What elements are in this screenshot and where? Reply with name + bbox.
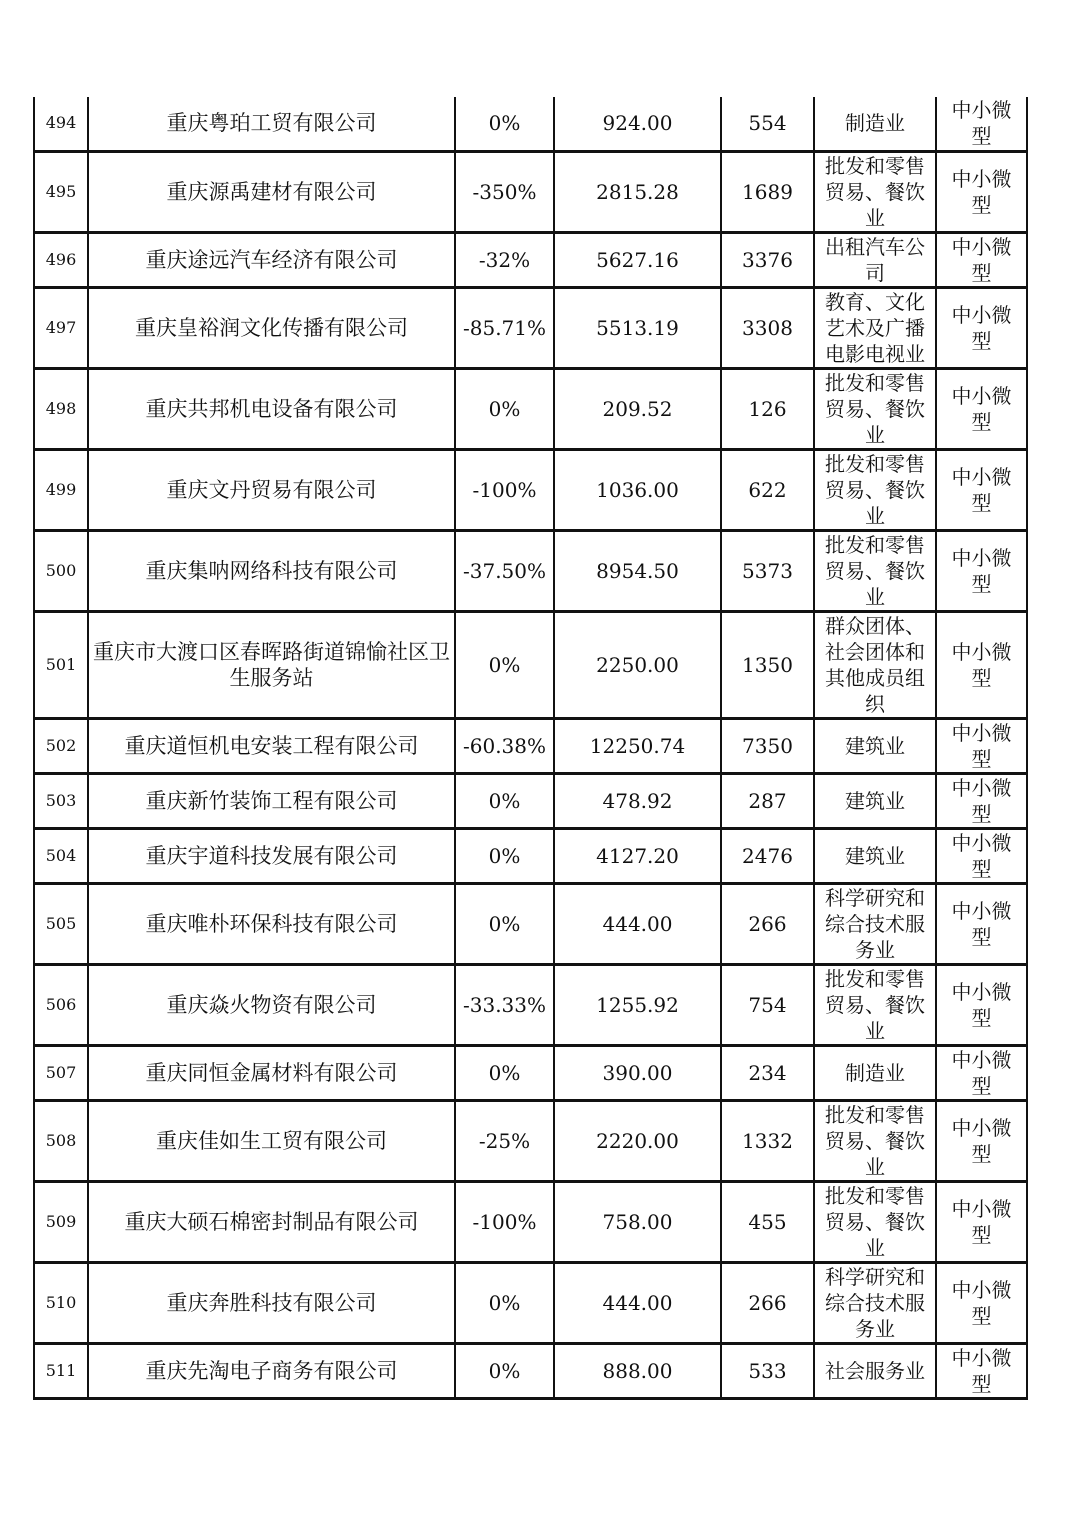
rate-cell: 0% (455, 1262, 554, 1343)
row-number: 503 (34, 773, 88, 828)
size-cell: 中小微型 (936, 883, 1027, 964)
amount-cell: 5513.19 (554, 287, 721, 368)
count-cell: 1689 (721, 151, 814, 232)
table-body (34, 97, 1027, 1398)
row-number: 510 (34, 1262, 88, 1343)
row-number: 498 (34, 368, 88, 449)
row-number: 501 (34, 611, 88, 718)
industry-cell: 建筑业 (814, 773, 936, 828)
size-cell: 中小微型 (936, 1262, 1027, 1343)
row-number: 495 (34, 151, 88, 232)
row-number: 502 (34, 718, 88, 773)
amount-cell: 924.00 (554, 97, 721, 151)
row-number: 500 (34, 530, 88, 611)
size-cell: 中小微型 (936, 287, 1027, 368)
amount-cell: 758.00 (554, 1181, 721, 1262)
size-cell: 中小微型 (936, 97, 1027, 151)
count-cell: 2476 (721, 828, 814, 883)
company-name: 重庆佳如生工贸有限公司 (88, 1100, 455, 1181)
count-cell: 3308 (721, 287, 814, 368)
rate-cell: 0% (455, 828, 554, 883)
size-cell: 中小微型 (936, 964, 1027, 1045)
rate-cell: -100% (455, 449, 554, 530)
size-cell: 中小微型 (936, 828, 1027, 883)
industry-cell: 批发和零售贸易、餐饮业 (814, 1181, 936, 1262)
row-number: 508 (34, 1100, 88, 1181)
count-cell: 126 (721, 368, 814, 449)
industry-cell: 批发和零售贸易、餐饮业 (814, 151, 936, 232)
company-name: 重庆市大渡口区春晖路街道锦愉社区卫生服务站 (88, 611, 455, 718)
rate-cell: -350% (455, 151, 554, 232)
enterprise-table (33, 97, 1028, 1400)
size-cell: 中小微型 (936, 368, 1027, 449)
amount-cell: 4127.20 (554, 828, 721, 883)
industry-cell: 批发和零售贸易、餐饮业 (814, 449, 936, 530)
table-row (34, 1262, 1027, 1343)
rate-cell: -25% (455, 1100, 554, 1181)
industry-cell: 科学研究和综合技术服务业 (814, 883, 936, 964)
rate-cell: 0% (455, 368, 554, 449)
table-row (34, 718, 1027, 773)
size-cell: 中小微型 (936, 449, 1027, 530)
row-number: 504 (34, 828, 88, 883)
table-row (34, 1181, 1027, 1262)
company-name: 重庆文丹贸易有限公司 (88, 449, 455, 530)
industry-cell: 群众团体、社会团体和其他成员组织 (814, 611, 936, 718)
rate-cell: 0% (455, 883, 554, 964)
table-row (34, 773, 1027, 828)
row-number: 499 (34, 449, 88, 530)
count-cell: 1350 (721, 611, 814, 718)
table-row (34, 449, 1027, 530)
company-name: 重庆宇道科技发展有限公司 (88, 828, 455, 883)
size-cell: 中小微型 (936, 1343, 1027, 1398)
company-name: 重庆集呐网络科技有限公司 (88, 530, 455, 611)
company-name: 重庆道恒机电安装工程有限公司 (88, 718, 455, 773)
count-cell: 234 (721, 1045, 814, 1100)
amount-cell: 888.00 (554, 1343, 721, 1398)
amount-cell: 1036.00 (554, 449, 721, 530)
count-cell: 622 (721, 449, 814, 530)
rate-cell: 0% (455, 1343, 554, 1398)
rate-cell: -85.71% (455, 287, 554, 368)
rate-cell: 0% (455, 773, 554, 828)
size-cell: 中小微型 (936, 151, 1027, 232)
size-cell: 中小微型 (936, 611, 1027, 718)
rate-cell: -60.38% (455, 718, 554, 773)
company-name: 重庆同恒金属材料有限公司 (88, 1045, 455, 1100)
amount-cell: 1255.92 (554, 964, 721, 1045)
amount-cell: 5627.16 (554, 232, 721, 287)
industry-cell: 科学研究和综合技术服务业 (814, 1262, 936, 1343)
count-cell: 1332 (721, 1100, 814, 1181)
amount-cell: 444.00 (554, 1262, 721, 1343)
size-cell: 中小微型 (936, 1181, 1027, 1262)
company-name: 重庆焱火物资有限公司 (88, 964, 455, 1045)
table-row (34, 611, 1027, 718)
amount-cell: 2250.00 (554, 611, 721, 718)
row-number: 497 (34, 287, 88, 368)
row-number: 496 (34, 232, 88, 287)
industry-cell: 建筑业 (814, 828, 936, 883)
row-number: 509 (34, 1181, 88, 1262)
table-row (34, 151, 1027, 232)
company-name: 重庆共邦机电设备有限公司 (88, 368, 455, 449)
count-cell: 754 (721, 964, 814, 1045)
rate-cell: -33.33% (455, 964, 554, 1045)
rate-cell: -37.50% (455, 530, 554, 611)
company-name: 重庆大硕石棉密封制品有限公司 (88, 1181, 455, 1262)
count-cell: 3376 (721, 232, 814, 287)
table-row (34, 1045, 1027, 1100)
row-number: 511 (34, 1343, 88, 1398)
industry-cell: 制造业 (814, 1045, 936, 1100)
count-cell: 5373 (721, 530, 814, 611)
company-name: 重庆新竹装饰工程有限公司 (88, 773, 455, 828)
industry-cell: 教育、文化艺术及广播电影电视业 (814, 287, 936, 368)
table-row (34, 1100, 1027, 1181)
industry-cell: 批发和零售贸易、餐饮业 (814, 530, 936, 611)
company-name: 重庆粤珀工贸有限公司 (88, 97, 455, 151)
table-row (34, 97, 1027, 151)
row-number: 506 (34, 964, 88, 1045)
size-cell: 中小微型 (936, 530, 1027, 611)
industry-cell: 社会服务业 (814, 1343, 936, 1398)
table-row (34, 1343, 1027, 1398)
count-cell: 7350 (721, 718, 814, 773)
company-name: 重庆途远汽车经济有限公司 (88, 232, 455, 287)
amount-cell: 8954.50 (554, 530, 721, 611)
table-row (34, 828, 1027, 883)
rate-cell: -100% (455, 1181, 554, 1262)
industry-cell: 批发和零售贸易、餐饮业 (814, 368, 936, 449)
count-cell: 266 (721, 1262, 814, 1343)
size-cell: 中小微型 (936, 718, 1027, 773)
table-row (34, 368, 1027, 449)
company-name: 重庆源禹建材有限公司 (88, 151, 455, 232)
row-number: 505 (34, 883, 88, 964)
table-row (34, 964, 1027, 1045)
company-name: 重庆奔胜科技有限公司 (88, 1262, 455, 1343)
count-cell: 455 (721, 1181, 814, 1262)
industry-cell: 建筑业 (814, 718, 936, 773)
company-name: 重庆皇裕润文化传播有限公司 (88, 287, 455, 368)
industry-cell: 制造业 (814, 97, 936, 151)
count-cell: 554 (721, 97, 814, 151)
row-number: 494 (34, 97, 88, 151)
amount-cell: 390.00 (554, 1045, 721, 1100)
table-row (34, 287, 1027, 368)
count-cell: 266 (721, 883, 814, 964)
count-cell: 533 (721, 1343, 814, 1398)
size-cell: 中小微型 (936, 232, 1027, 287)
size-cell: 中小微型 (936, 1045, 1027, 1100)
size-cell: 中小微型 (936, 773, 1027, 828)
company-name: 重庆先淘电子商务有限公司 (88, 1343, 455, 1398)
amount-cell: 2815.28 (554, 151, 721, 232)
size-cell: 中小微型 (936, 1100, 1027, 1181)
industry-cell: 批发和零售贸易、餐饮业 (814, 1100, 936, 1181)
row-number: 507 (34, 1045, 88, 1100)
amount-cell: 12250.74 (554, 718, 721, 773)
rate-cell: 0% (455, 611, 554, 718)
industry-cell: 出租汽车公司 (814, 232, 936, 287)
table-row (34, 883, 1027, 964)
table-row (34, 530, 1027, 611)
amount-cell: 209.52 (554, 368, 721, 449)
rate-cell: 0% (455, 97, 554, 151)
industry-cell: 批发和零售贸易、餐饮业 (814, 964, 936, 1045)
company-name: 重庆唯朴环保科技有限公司 (88, 883, 455, 964)
rate-cell: 0% (455, 1045, 554, 1100)
amount-cell: 444.00 (554, 883, 721, 964)
table-row (34, 232, 1027, 287)
count-cell: 287 (721, 773, 814, 828)
rate-cell: -32% (455, 232, 554, 287)
amount-cell: 478.92 (554, 773, 721, 828)
amount-cell: 2220.00 (554, 1100, 721, 1181)
